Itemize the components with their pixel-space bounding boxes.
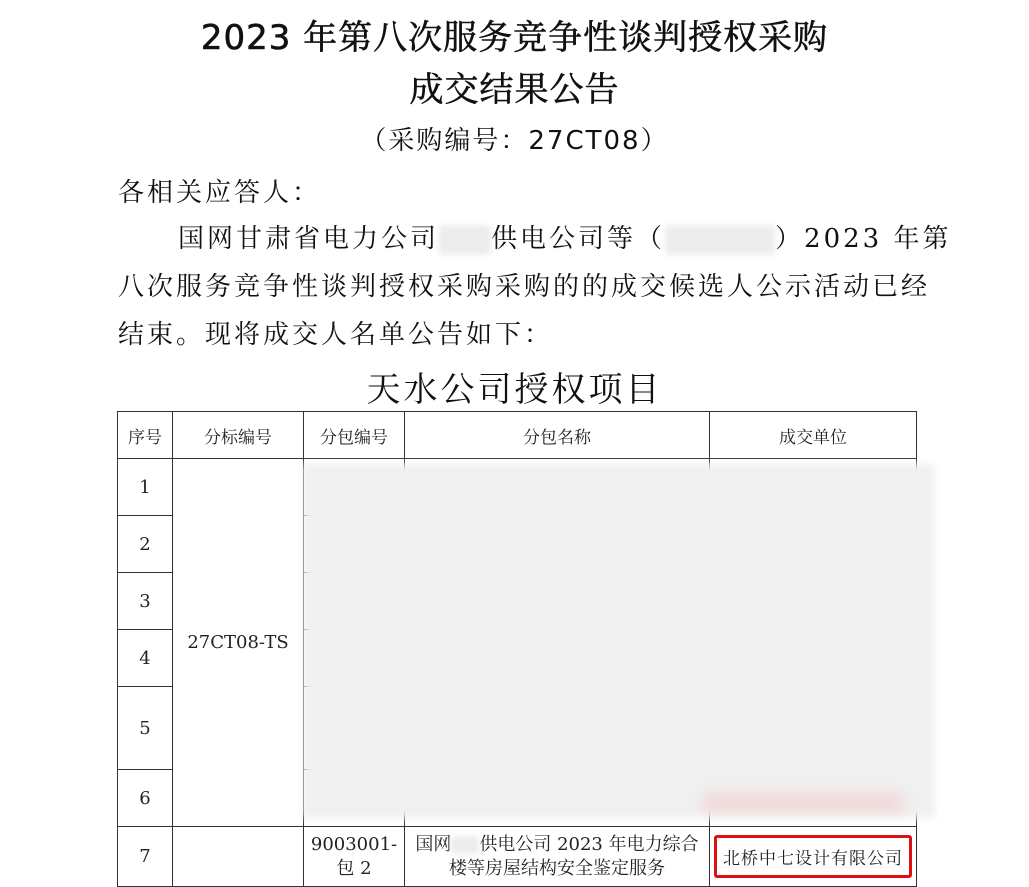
procurement-number: （采购编号：27CT08） [360, 126, 669, 156]
winner-cell [710, 827, 917, 887]
salutation: 各相关应答人： [118, 178, 322, 208]
row-index: 3 [118, 573, 173, 630]
package-name-line: 楼等房屋结构安全鉴定服务 [449, 857, 665, 879]
package-name-line [405, 833, 709, 857]
intro-text-a: 国网甘肃省电力公司 [178, 224, 440, 254]
redaction-overlay [303, 464, 935, 818]
section-code-cell: 27CT08-TS [173, 459, 304, 827]
row-index: 7 [118, 827, 173, 887]
intro-line-2: 八次服务竞争性谈判授权采购采购的的成交候选人公示活动已经 [118, 272, 931, 302]
table-row [118, 827, 917, 887]
section-title: 天水公司授权项目 [366, 370, 663, 410]
redacted-block [439, 225, 491, 255]
package-name-part: 国网 [415, 833, 452, 855]
package-name-part: 供电公司 2023 年电力综合 [479, 833, 699, 855]
row-index: 5 [118, 687, 173, 770]
row-index: 1 [118, 459, 173, 516]
intro-text-b: 供电公司等（ [491, 224, 666, 254]
package-no-line: 包 2 [336, 857, 372, 879]
header-index: 序号 [118, 412, 173, 459]
intro-text-c: ）2023 年第 [775, 224, 952, 254]
package-name-cell [405, 827, 710, 887]
header-package-no: 分包编号 [304, 412, 405, 459]
intro-line-3: 结束。现将成交人名单公告如下： [118, 320, 554, 350]
notice-subtitle: 成交结果公告 [409, 70, 620, 110]
redacted-block [665, 225, 775, 255]
notice-title: 2023 年第八次服务竞争性谈判授权采购 [200, 18, 829, 58]
header-package-name: 分包名称 [405, 412, 710, 459]
header-section-code: 分标编号 [173, 412, 304, 459]
row-index: 4 [118, 630, 173, 687]
table-header-row [118, 412, 917, 459]
row-index: 6 [118, 770, 173, 827]
winner-highlight: 北桥中七设计有限公司 [714, 835, 912, 878]
intro-line-1 [178, 218, 951, 255]
package-no-line: 9003001- [310, 833, 398, 855]
header-winner: 成交单位 [710, 412, 917, 459]
section-code-cell-empty [173, 827, 304, 887]
package-no-cell [304, 827, 405, 887]
redaction-tint [703, 794, 903, 812]
row-index: 2 [118, 516, 173, 573]
redacted-block [451, 836, 479, 854]
